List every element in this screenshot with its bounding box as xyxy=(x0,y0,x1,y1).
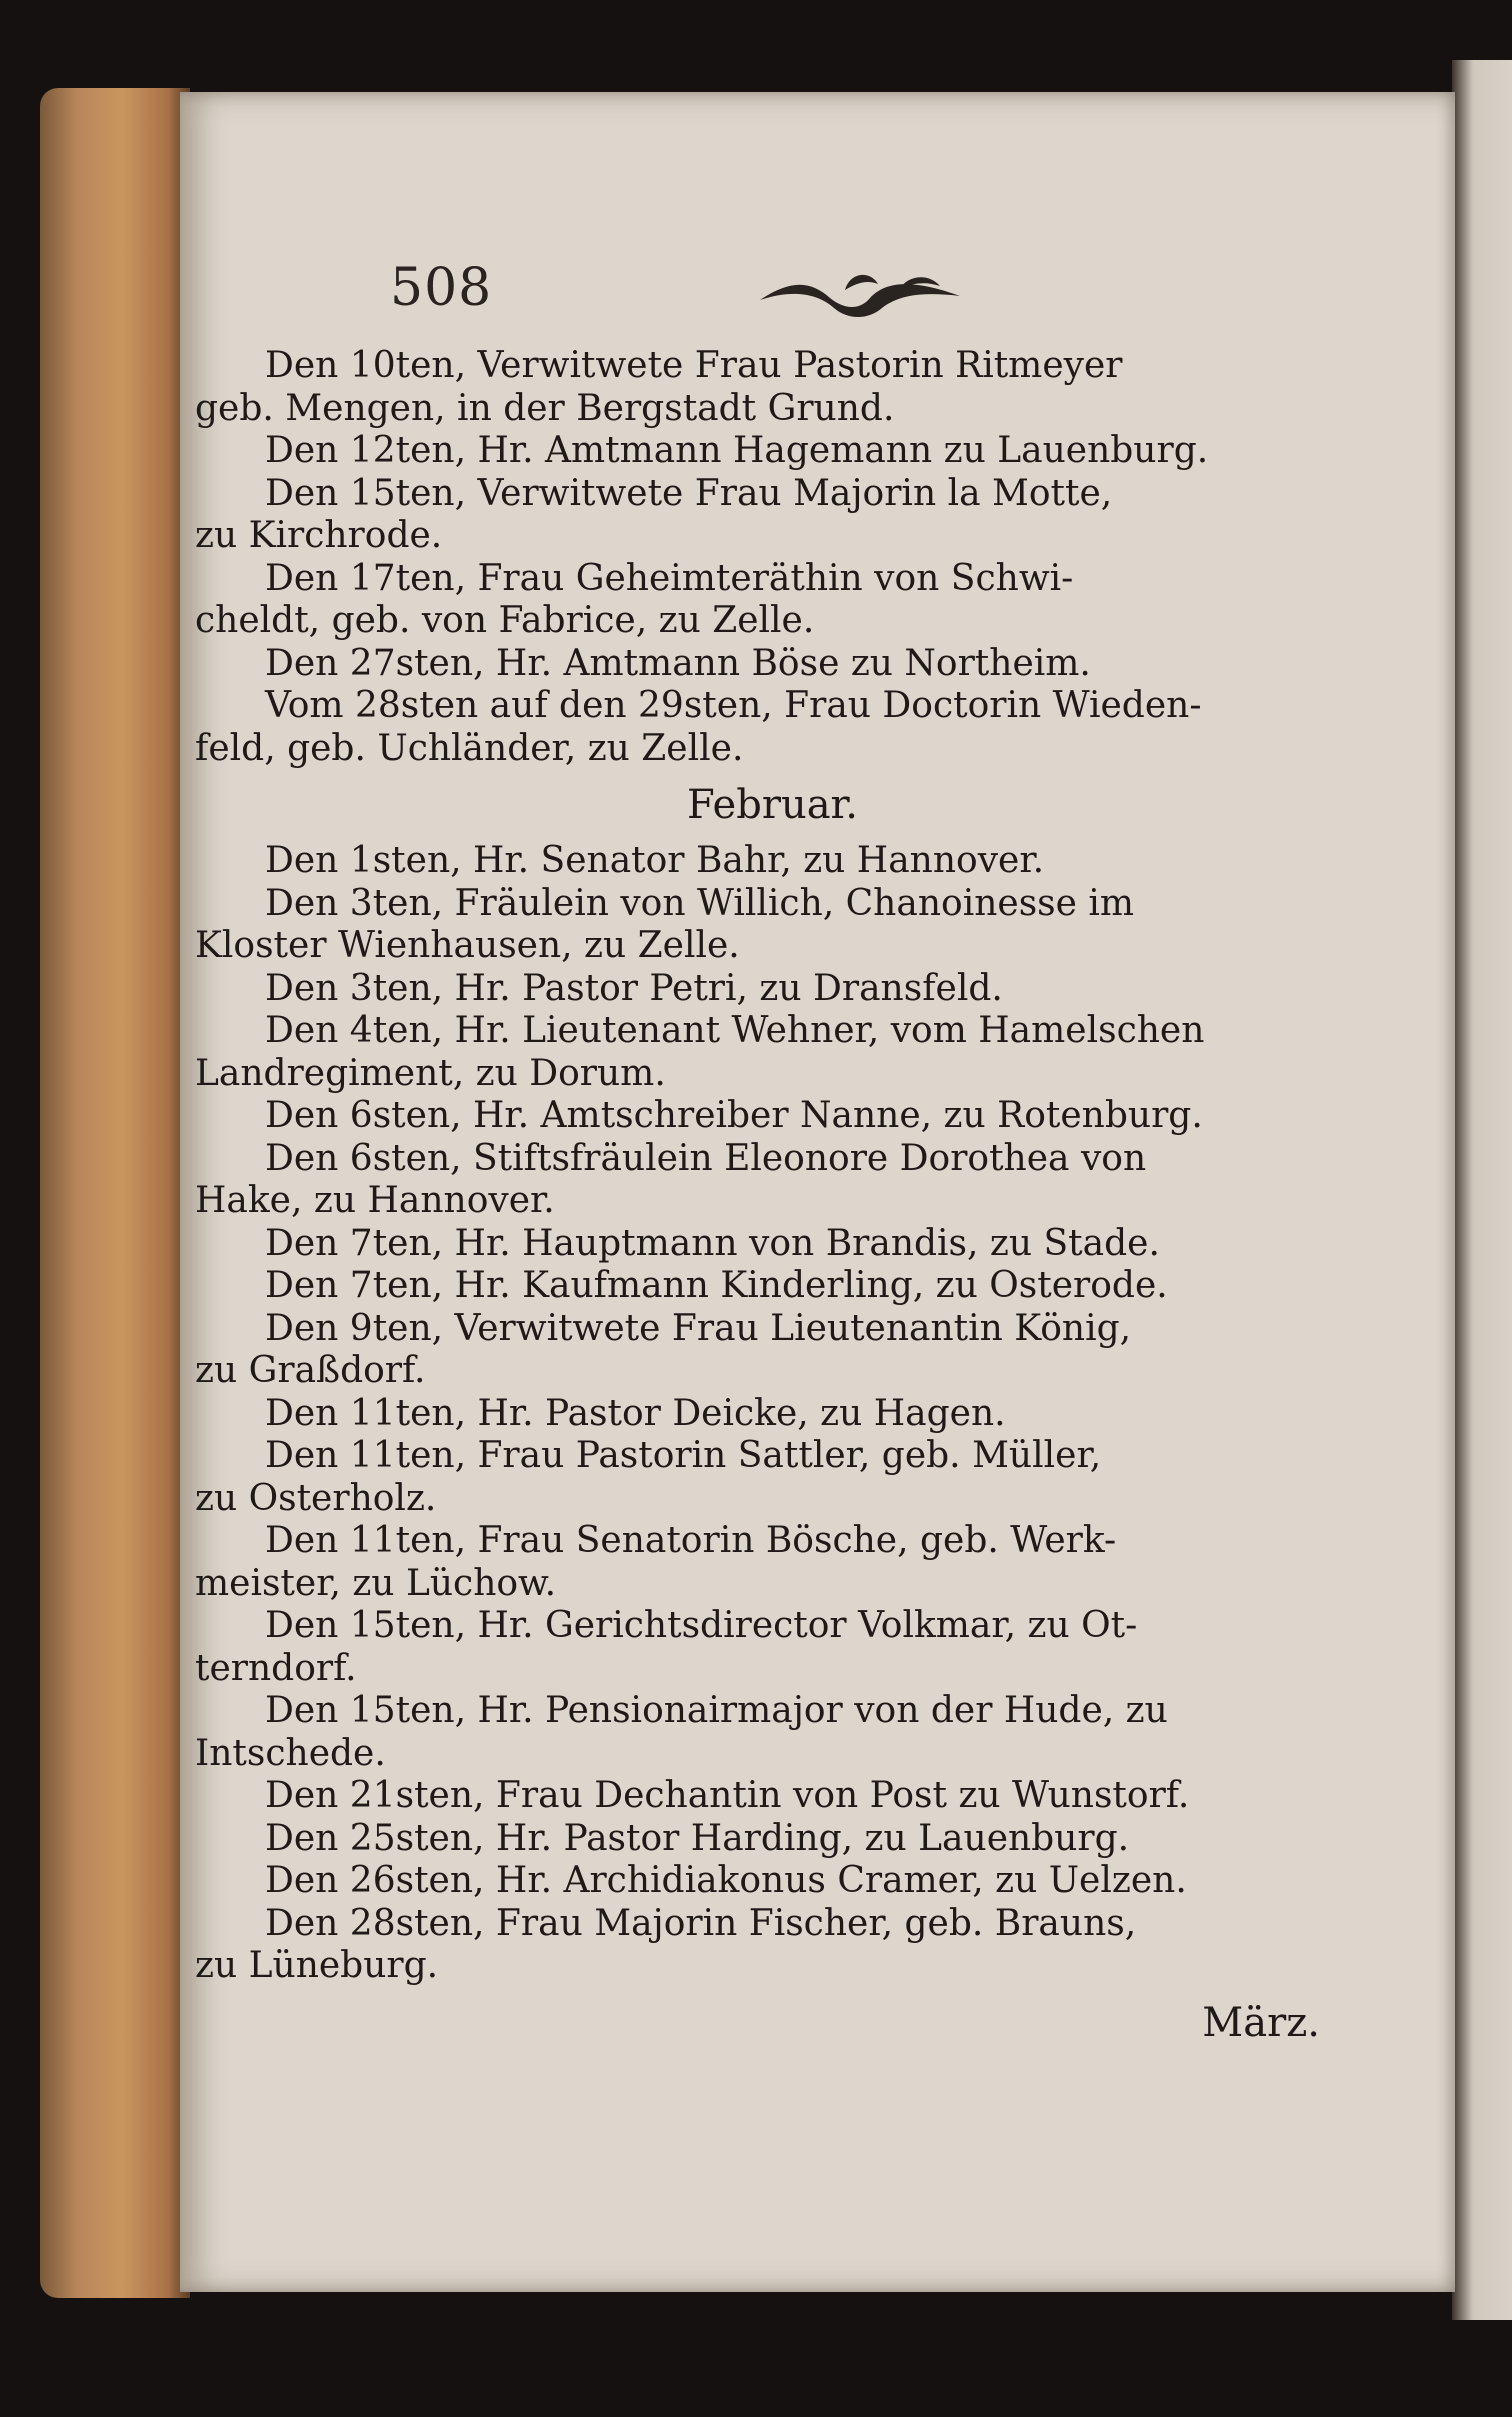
entry-line-continued: Intschede. xyxy=(195,1732,386,1774)
entry xyxy=(195,1095,1330,1138)
entry-line: Vom 28sten auf den 29sten, Frau Doctorin Wieden- xyxy=(265,685,1202,726)
entry-line: Den 11ten, Hr. Pastor Deicke, zu Hagen. xyxy=(265,1392,1006,1434)
entry-line-continued: cheldt, geb. von Fabrice, zu Zelle. xyxy=(195,600,815,641)
entry xyxy=(195,643,1330,686)
entry-line: Den 6sten, Hr. Amtschreiber Nanne, zu Rotenburg. xyxy=(265,1095,1203,1136)
entry-line: Den 15ten, Hr. Pensionairmajor von der Hude, zu xyxy=(265,1690,1168,1731)
entry-line: Den 10ten, Verwitwete Frau Pastorin Ritmeyer xyxy=(265,345,1123,386)
entry-line: Den 11ten, Frau Senatorin Bösche, geb. Werk- xyxy=(265,1520,1117,1561)
entry xyxy=(195,1138,1330,1223)
entry-line: Den 26sten, Hr. Archidiakonus Cramer, zu Uelzen. xyxy=(265,1860,1187,1901)
catchword: März. xyxy=(1202,1999,1320,2046)
entry-line: Den 25sten, Hr. Pastor Harding, zu Lauenburg. xyxy=(265,1817,1130,1859)
entry-line: Den 6sten, Stiftsfräulein Eleonore Dorothea von xyxy=(265,1137,1147,1179)
entry-line-continued: zu Graßdorf. xyxy=(195,1350,426,1391)
entry-line: Den 12ten, Hr. Amtmann Hagemann zu Lauenburg. xyxy=(265,430,1209,471)
entry-line: Den 7ten, Hr. Hauptmann von Brandis, zu Stade. xyxy=(265,1222,1160,1264)
entry xyxy=(195,1308,1330,1393)
entry-line: Den 1sten, Hr. Senator Bahr, zu Hannover. xyxy=(265,840,1045,881)
entry-line: Den 28sten, Frau Majorin Fischer, geb. Brauns, xyxy=(265,1902,1137,1944)
entry xyxy=(195,1223,1330,1266)
entry-line-continued: zu Osterholz. xyxy=(195,1477,437,1519)
entry-line: Den 15ten, Hr. Gerichtsdirector Volkmar, zu Ot- xyxy=(265,1605,1138,1646)
entry-line: Den 7ten, Hr. Kaufmann Kinderling, zu Osterode. xyxy=(265,1265,1168,1306)
entry xyxy=(195,1010,1330,1095)
entry xyxy=(195,345,1330,430)
entry-line: Den 21sten, Frau Dechantin von Post zu Wunstorf. xyxy=(265,1775,1190,1816)
entry-line: Den 27sten, Hr. Amtmann Böse zu Northeim. xyxy=(265,642,1091,684)
entry xyxy=(195,1605,1330,1690)
page-text xyxy=(195,345,1330,2058)
entry-line: Den 4ten, Hr. Lieutenant Wehner, vom Hamelschen xyxy=(265,1010,1205,1051)
entry xyxy=(195,430,1330,473)
ornament-icon xyxy=(750,260,970,330)
entry xyxy=(195,1775,1330,1818)
entry-line-continued: Landregiment, zu Dorum. xyxy=(195,1052,666,1094)
entry xyxy=(195,1860,1330,1903)
entry xyxy=(195,1393,1330,1436)
entry-line-continued: Hake, zu Hannover. xyxy=(195,1180,555,1221)
month-heading: Februar. xyxy=(686,782,858,828)
entry xyxy=(195,1520,1330,1605)
entry-line-continued: zu Kirchrode. xyxy=(195,515,443,556)
entry xyxy=(195,1435,1330,1520)
entry xyxy=(195,968,1330,1011)
entry xyxy=(195,473,1330,558)
page-header xyxy=(210,160,1210,318)
entry-line: Den 15ten, Verwitwete Frau Majorin la Motte, xyxy=(265,472,1113,514)
entry xyxy=(195,1265,1330,1308)
entry-line: Den 11ten, Frau Pastorin Sattler, geb. Müller, xyxy=(265,1435,1102,1476)
entry xyxy=(195,1818,1330,1861)
entry xyxy=(195,558,1330,643)
entry xyxy=(195,1690,1330,1775)
page-number: 508 xyxy=(390,258,493,318)
entry-line-continued: Kloster Wienhausen, zu Zelle. xyxy=(195,925,740,966)
entry-line: Den 9ten, Verwitwete Frau Lieutenantin König, xyxy=(265,1307,1132,1349)
entry-line: Den 3ten, Fräulein von Willich, Chanoinesse im xyxy=(265,882,1135,924)
entry xyxy=(195,840,1330,883)
entry xyxy=(195,1903,1330,1988)
entry-line-continued: zu Lüneburg. xyxy=(195,1945,439,1986)
book-edge xyxy=(40,88,190,2298)
entry-line-continued: feld, geb. Uchländer, zu Zelle. xyxy=(195,727,744,769)
entry-line-continued: geb. Mengen, in der Bergstadt Grund. xyxy=(195,387,895,429)
entry-line-continued: meister, zu Lüchow. xyxy=(195,1562,557,1604)
entry-line-continued: terndorf. xyxy=(195,1647,357,1689)
entry-line: Den 3ten, Hr. Pastor Petri, zu Dransfeld. xyxy=(265,967,1003,1009)
entry-line: Den 17ten, Frau Geheimteräthin von Schwi- xyxy=(265,557,1074,599)
next-page-edge xyxy=(1452,60,1512,2320)
entry xyxy=(195,883,1330,968)
entry xyxy=(195,685,1330,770)
